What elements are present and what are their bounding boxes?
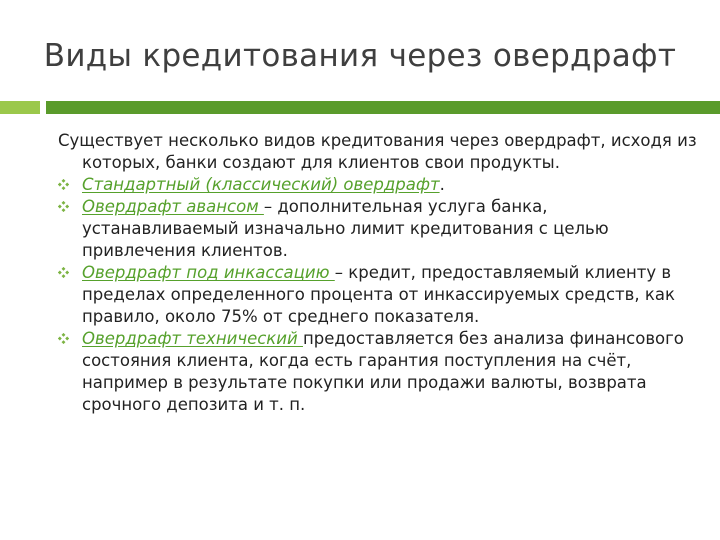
list-item xyxy=(58,174,698,196)
term-link[interactable]: Стандартный (классический) овердрафт xyxy=(82,175,440,194)
list-item xyxy=(58,262,698,328)
item-text: предоставляется без анализа финансового состояния клиента, когда есть гарантия поступления на счёт, например в результате покупки или продажи валюты, возврата срочного депозита и т. п. xyxy=(82,329,684,414)
item-text: . xyxy=(439,175,445,194)
term-link[interactable]: Овердрафт под инкассацию xyxy=(82,263,335,282)
item-text: – кредит, предоставляемый клиенту в пределах определенного процента от инкассируемых средств, как правило, около 75% от среднего показателя. xyxy=(82,263,675,326)
list-item xyxy=(58,196,698,262)
title-rule xyxy=(46,101,720,114)
intro-text: Существует несколько видов кредитования через овердрафт, исходя из которых, банки создают для клиентов свои продукты. xyxy=(58,131,697,172)
term-link[interactable]: Овердрафт технический xyxy=(82,329,303,348)
slide-title: Виды кредитования через овердрафт xyxy=(43,38,677,74)
diamond-dots-icon xyxy=(58,179,69,190)
diamond-dots-icon xyxy=(58,267,69,278)
title-rule-accent xyxy=(0,101,40,114)
item-text: – дополнительная услуга банка, устанавливаемый изначально лимит кредитования с целью привлечения клиентов. xyxy=(82,197,609,260)
diamond-dots-icon xyxy=(58,333,69,344)
diamond-dots-icon xyxy=(58,201,69,212)
term-link[interactable]: Овердрафт авансом xyxy=(82,197,264,216)
overdraft-types-list xyxy=(58,174,698,416)
slide-body xyxy=(58,130,698,416)
list-item xyxy=(58,328,698,416)
